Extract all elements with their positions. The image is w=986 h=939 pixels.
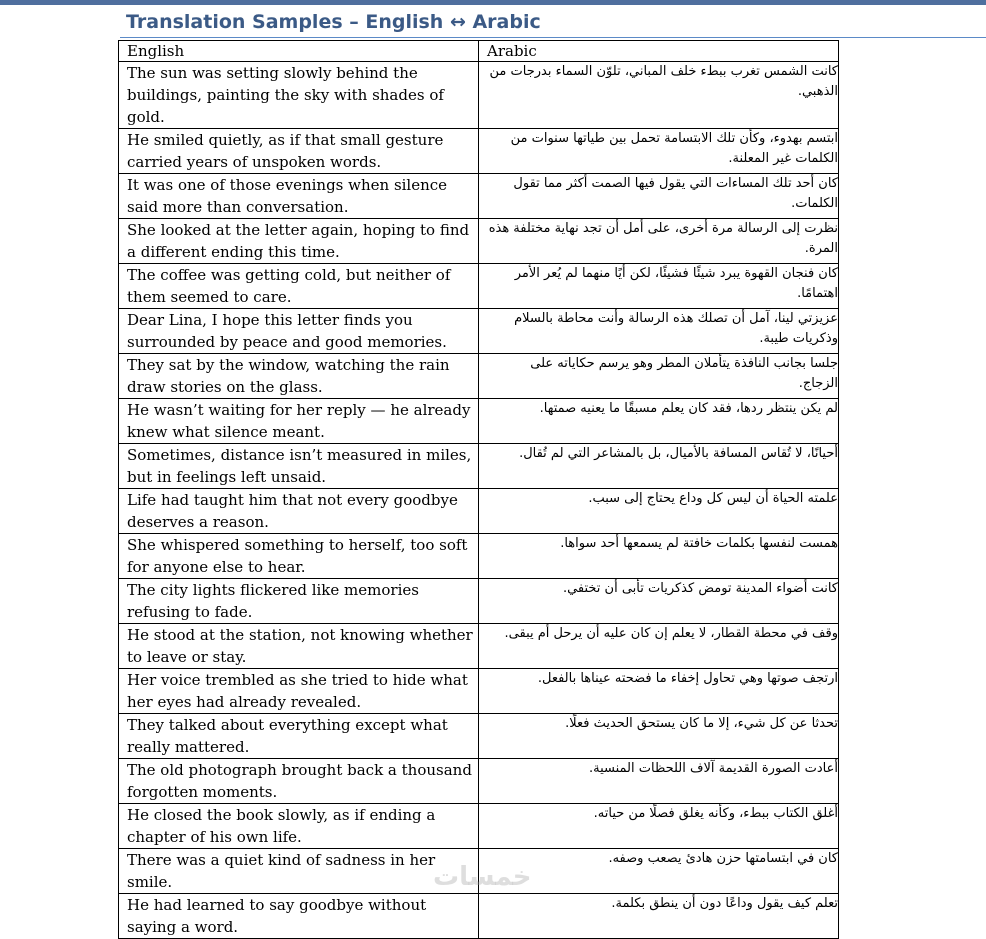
english-cell: She looked at the letter again, hoping to find a different ending this time. <box>119 219 479 264</box>
arabic-cell <box>479 129 839 174</box>
arabic-text: عزيزتي لينا، آمل أن تصلك هذه الرسالة وأنت محاطة بالسلام وذكريات طيبة. <box>514 311 838 346</box>
arabic-text: كانت أضواء المدينة تومض كذكريات تأبى أن تختفي. <box>562 581 838 596</box>
table-row <box>119 219 839 264</box>
table-row <box>119 174 839 219</box>
table-row <box>119 804 839 849</box>
top-rule <box>0 0 986 5</box>
table-row <box>119 354 839 399</box>
arabic-text: أغلق الكتاب ببطء، وكأنه يغلق فصلًا من حياته. <box>593 806 838 821</box>
arabic-cell <box>479 669 839 714</box>
english-cell: Dear Lina, I hope this letter finds you surrounded by peace and good memories. <box>119 309 479 354</box>
english-cell: It was one of those evenings when silence said more than conversation. <box>119 174 479 219</box>
arabic-cell <box>479 849 839 894</box>
table-row <box>119 714 839 759</box>
header-english: English <box>119 41 479 62</box>
arabic-cell <box>479 804 839 849</box>
arabic-cell <box>479 624 839 669</box>
english-cell: They sat by the window, watching the rain draw stories on the glass. <box>119 354 479 399</box>
arabic-text: كان فنجان القهوة يبرد شيئًا فشيئًا، لكن أيًا منهما لم يُعر الأمر اهتمامًا. <box>514 266 838 301</box>
english-cell: They talked about everything except what really mattered. <box>119 714 479 759</box>
english-cell: There was a quiet kind of sadness in her smile. <box>119 849 479 894</box>
table-row <box>119 399 839 444</box>
document-title: Translation Samples – English ↔ Arabic <box>126 11 541 33</box>
table-row <box>119 444 839 489</box>
arabic-cell <box>479 489 839 534</box>
arabic-text: ابتسم بهدوء، وكأن تلك الابتسامة تحمل بين طياتها سنوات من الكلمات غير المعلنة. <box>510 131 838 166</box>
arabic-text: أحيانًا، لا تُقاس المسافة بالأميال، بل بالمشاعر التي لم تُقال. <box>519 446 838 461</box>
arabic-text: كان في ابتسامتها حزن هادئ يصعب وصفه. <box>608 851 838 866</box>
table-row <box>119 669 839 714</box>
table-row <box>119 759 839 804</box>
arabic-text: تحدثا عن كل شيء، إلا ما كان يستحق الحديث فعلًا. <box>565 716 838 731</box>
arabic-text: تعلم كيف يقول وداعًا دون أن ينطق بكلمة. <box>611 896 838 911</box>
table-row <box>119 309 839 354</box>
arabic-cell <box>479 174 839 219</box>
arabic-cell <box>479 62 839 129</box>
arabic-cell <box>479 264 839 309</box>
english-cell: He had learned to say goodbye without saying a word. <box>119 894 479 939</box>
arabic-text: جلسا بجانب النافذة يتأملان المطر وهو يرسم حكاياته على الزجاج. <box>530 356 838 391</box>
table-row <box>119 624 839 669</box>
english-cell: The sun was setting slowly behind the buildings, painting the sky with shades of gold. <box>119 62 479 129</box>
arabic-text: نظرت إلى الرسالة مرة أخرى، على أمل أن تجد نهاية مختلفة هذه المرة. <box>488 221 838 256</box>
arabic-text: لم يكن ينتظر ردها، فقد كان يعلم مسبقًا ما يعنيه صمتها. <box>539 401 838 416</box>
english-cell: Sometimes, distance isn’t measured in miles, but in feelings left unsaid. <box>119 444 479 489</box>
table-row <box>119 534 839 579</box>
table-row <box>119 62 839 129</box>
arabic-cell <box>479 444 839 489</box>
arabic-text: همست لنفسها بكلمات خافتة لم يسمعها أحد سواها. <box>560 536 838 551</box>
arabic-cell <box>479 399 839 444</box>
translation-table <box>118 40 839 939</box>
arabic-cell <box>479 354 839 399</box>
header-arabic: Arabic <box>479 41 839 62</box>
table-header-row <box>119 41 839 62</box>
english-cell: He wasn’t waiting for her reply — he already knew what silence meant. <box>119 399 479 444</box>
arabic-text: ارتجف صوتها وهي تحاول إخفاء ما فضحته عيناها بالفعل. <box>537 671 838 686</box>
english-cell: He smiled quietly, as if that small gesture carried years of unspoken words. <box>119 129 479 174</box>
arabic-cell <box>479 579 839 624</box>
table-row <box>119 129 839 174</box>
english-cell: The city lights flickered like memories refusing to fade. <box>119 579 479 624</box>
english-cell: He closed the book slowly, as if ending a chapter of his own life. <box>119 804 479 849</box>
table-row <box>119 894 839 939</box>
arabic-text: أعادت الصورة القديمة آلاف اللحظات المنسية. <box>588 761 838 776</box>
arabic-text: علمته الحياة أن ليس كل وداع يحتاج إلى سبب. <box>588 491 838 506</box>
table-row <box>119 849 839 894</box>
arabic-cell <box>479 894 839 939</box>
table-row <box>119 579 839 624</box>
english-cell: Her voice trembled as she tried to hide what her eyes had already revealed. <box>119 669 479 714</box>
english-cell: She whispered something to herself, too soft for anyone else to hear. <box>119 534 479 579</box>
arabic-cell <box>479 714 839 759</box>
table-row <box>119 489 839 534</box>
arabic-cell <box>479 309 839 354</box>
table-row <box>119 264 839 309</box>
arabic-cell <box>479 219 839 264</box>
watermark-logo: خمسات <box>433 862 532 892</box>
arabic-text: وقف في محطة القطار، لا يعلم إن كان عليه أن يرحل أم يبقى. <box>504 626 838 641</box>
arabic-cell <box>479 534 839 579</box>
english-cell: He stood at the station, not knowing whether to leave or stay. <box>119 624 479 669</box>
english-cell: The coffee was getting cold, but neither of them seemed to care. <box>119 264 479 309</box>
english-cell: Life had taught him that not every goodbye deserves a reason. <box>119 489 479 534</box>
arabic-text: كانت الشمس تغرب ببطء خلف المباني، تلوّن السماء بدرجات من الذهبي. <box>489 64 838 99</box>
english-cell: The old photograph brought back a thousand forgotten moments. <box>119 759 479 804</box>
arabic-text: كان أحد تلك المساءات التي يقول فيها الصمت أكثر مما تقول الكلمات. <box>513 176 838 211</box>
title-underline <box>120 37 986 38</box>
arabic-cell <box>479 759 839 804</box>
